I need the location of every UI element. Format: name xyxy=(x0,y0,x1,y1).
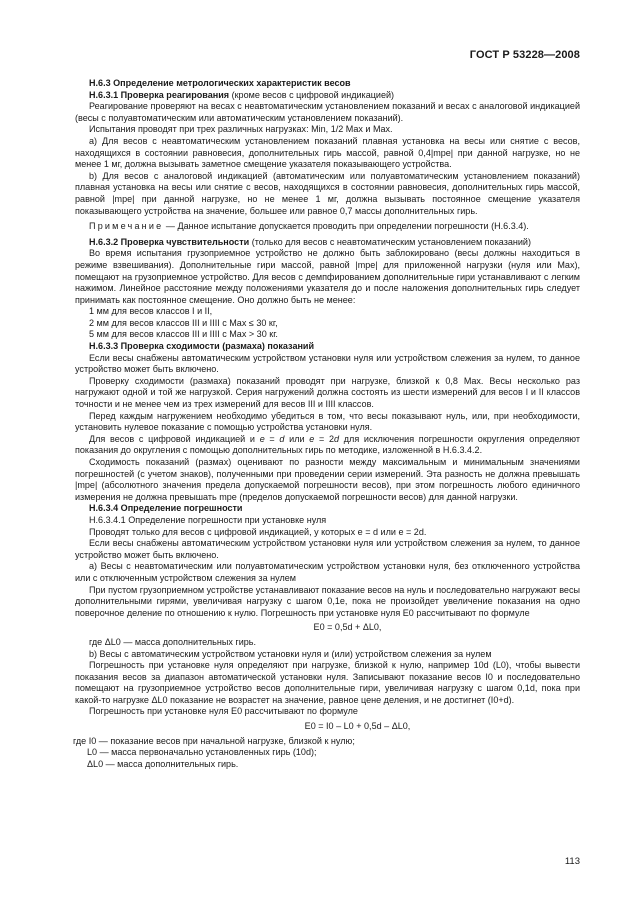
paragraph: а) Для весов с неавтоматическим установлением показаний плавная установка на весы или снятие с весов, находящихся в состоянии равновесия, дополнительных гирь массой, равной 0,4|mpe| при данной нагрузке, но не менее 1 мг, должна вызывать заметное смещение указателя показывающего устройства. xyxy=(75,135,580,170)
paragraph: При пустом грузоприемном устройстве устанавливают показание весов на нуль и последовательно нагружают весы дополнительными гирями, увеличивая нагрузку с шагом 0,1e, пока не произойдет увеличение показания на одно поверочное деление по отношению к нулю. Погрешность при установке нуля E0 рассчитывают по формуле xyxy=(75,584,580,618)
paragraph: Испытания проводят при трех различных нагрузках: Min, 1/2 Max и Max. xyxy=(89,124,393,135)
paragraph: Погрешность при установке нуля определяют при нагрузке, близкой к нулю, например 10d (L0), чтобы вывести показания весов за диапазон автоматической установки нуля. Записывают показание весов I0 и последовательно помещают на грузоприемное устройство весов дополнительные гири, увеличивая нагрузку с шагом 0,1d, пока при какой-то нагрузке ΔL0 показание не возрастет на значение, равное цене деления, и не достигнет (I0+d). xyxy=(75,660,580,705)
paragraph: Если весы снабжены автоматическим устройством установки нуля или устройством слежения за нулем, то данное устройство может быть включено. xyxy=(75,538,580,560)
document-body xyxy=(75,78,580,770)
var-e: e xyxy=(309,433,315,444)
text-run: = 2 xyxy=(314,433,335,444)
subsection-heading: Н.6.3.4 Определение погрешности xyxy=(89,503,243,514)
paragraph: Реагирование проверяют на весах с неавтоматическим установлением показаний и весах с аналоговой индикацией (весы с полуавтоматическим или автоматическим установлением показаний). xyxy=(75,101,580,123)
where-clause: где ΔL0 — масса дополнительных гирь. xyxy=(89,636,257,647)
paragraph: Перед каждым нагружением необходимо убедиться в том, что весы показывают нуль, или, при необходимости, установить нулевое показание с помощью устройства установки нуля. xyxy=(75,410,580,433)
note-label: Примечание xyxy=(89,221,164,232)
list-item: 1 мм для весов классов I и II, xyxy=(89,306,213,317)
text-run: или xyxy=(284,433,310,444)
text-run: для исключения погрешности округления определяют показания до округления с помощью дополнительных гирь по методике, изложенной в Н.6.3.4.2. xyxy=(75,433,581,456)
paragraph: Во время испытания грузоприемное устройство не должно быть заблокировано (весы должны находиться в режиме взвешивания). Дополнительные гири массой, равной |mpe| для приложенной нагрузки (нуля или Max), помещают на грузоприемное устройство. Для весов с демпфированием дополнительные гири устанавливают с легким нажимом. Линейное расстояние между положениями указателя до и после наложения дополнительных гирь следует принимать как постоянное смещение. Оно должно быть не менее: xyxy=(75,248,580,305)
paragraph: b) Весы с автоматическим устройством установки нуля и (или) устройством слежения за нулем xyxy=(89,648,492,659)
document-header: ГОСТ Р 53228—2008 xyxy=(469,49,580,61)
where-clause: ΔL0 — масса дополнительных гирь. xyxy=(87,758,239,769)
note-text: — Данное испытание допускается проводить при определении погрешности (Н.6.3.4). xyxy=(163,221,529,232)
paragraph: Погрешность при установке нуля E0 рассчитывают по формуле xyxy=(89,706,358,717)
where-clause: где I0 — показание весов при начальной нагрузке, близкой к нулю; xyxy=(73,735,355,746)
paragraph: а) Весы с неавтоматическим или полуавтоматическим устройством установки нуля, без отключенного устройства или с отключенным устройством слежения за нулем xyxy=(75,561,580,583)
subsection-note: (только для весов с неавтоматическим установлением показаний) xyxy=(249,236,531,247)
formula: E0 = I0 – L0 + 0,5d – ΔL0, xyxy=(304,721,411,732)
var-e: e xyxy=(259,433,265,444)
subsubsection-heading: Н.6.3.4.1 Определение погрешности при установке нуля xyxy=(89,514,327,525)
list-item: 5 мм для весов классов III и IIII с Max > 30 кг. xyxy=(89,329,278,340)
subsection-heading: Н.6.3.3 Проверка сходимости (размаха) показаний xyxy=(89,341,315,352)
paragraph: Проводят только для весов с цифровой индикацией, у которых e = d или e = 2d. xyxy=(89,526,427,537)
paragraph: Сходимость показаний (размах) оценивают по разности между максимальным и минимальным значениями погрешностей (с учетом знаков), полученными при проведении серии измерений. Эта разность не должна превышать |mpe| (абсолютного значения предела допускаемой погрешности весов), при этом погрешность любого единичного измерения не должна превышать mpe (пределов допускаемой погрешности весов) для данной нагрузки. xyxy=(75,457,580,502)
paragraph: b) Для весов с аналоговой индикацией (автоматическим или полуавтоматическим установлением показаний) плавная установка на весы или снятие с весов, находящихся в состоянии равновесия, дополнительных гирь массой, равной |mpe| при данной нагрузке, но не менее 1 мг, должна вызывать постоянное смещение указателя показывающего устройства на значение, большее или равное 0,7 массы дополнительных гирь. xyxy=(75,170,580,216)
subsection-heading xyxy=(75,237,580,249)
subsection-title: Н.6.3.2 Проверка чувствительности xyxy=(89,236,250,247)
paragraph xyxy=(75,434,580,457)
subsection-note: (кроме весов с цифровой индикацией) xyxy=(229,89,395,100)
paragraph: Если весы снабжены автоматическим устройством установки нуля или устройством слежения за нулем, то данное устройство может быть включено. xyxy=(75,352,580,375)
text-run: Для весов с цифровой индикацией и xyxy=(89,433,260,444)
var-d: d xyxy=(279,433,285,444)
where-clause: L0 — масса первоначально установленных гирь (10d); xyxy=(87,747,317,758)
var-d: d xyxy=(334,433,340,444)
text-run: = xyxy=(264,433,280,444)
note xyxy=(75,221,580,233)
section-heading: Н.6.3 Определение метрологических характеристик весов xyxy=(89,78,351,88)
list-item: 2 мм для весов классов III и IIII с Max ≤ 30 кг, xyxy=(89,317,278,328)
subsection-title: Н.6.3.1 Проверка реагирования xyxy=(89,89,230,100)
page-number: 113 xyxy=(564,856,580,867)
paragraph: Проверку сходимости (размаха) показаний проводят при нагрузке, близкой к 0,8 Max. Весы несколько раз нагружают одной и той же нагрузкой. Серия нагружений должна состоять из шести измерений для весов I и II классов точности и не менее чем из трех измерений для весов III и IIII классов. xyxy=(75,375,580,410)
subsection-heading xyxy=(75,90,580,102)
formula: E0 = 0,5d + ΔL0, xyxy=(313,622,382,633)
